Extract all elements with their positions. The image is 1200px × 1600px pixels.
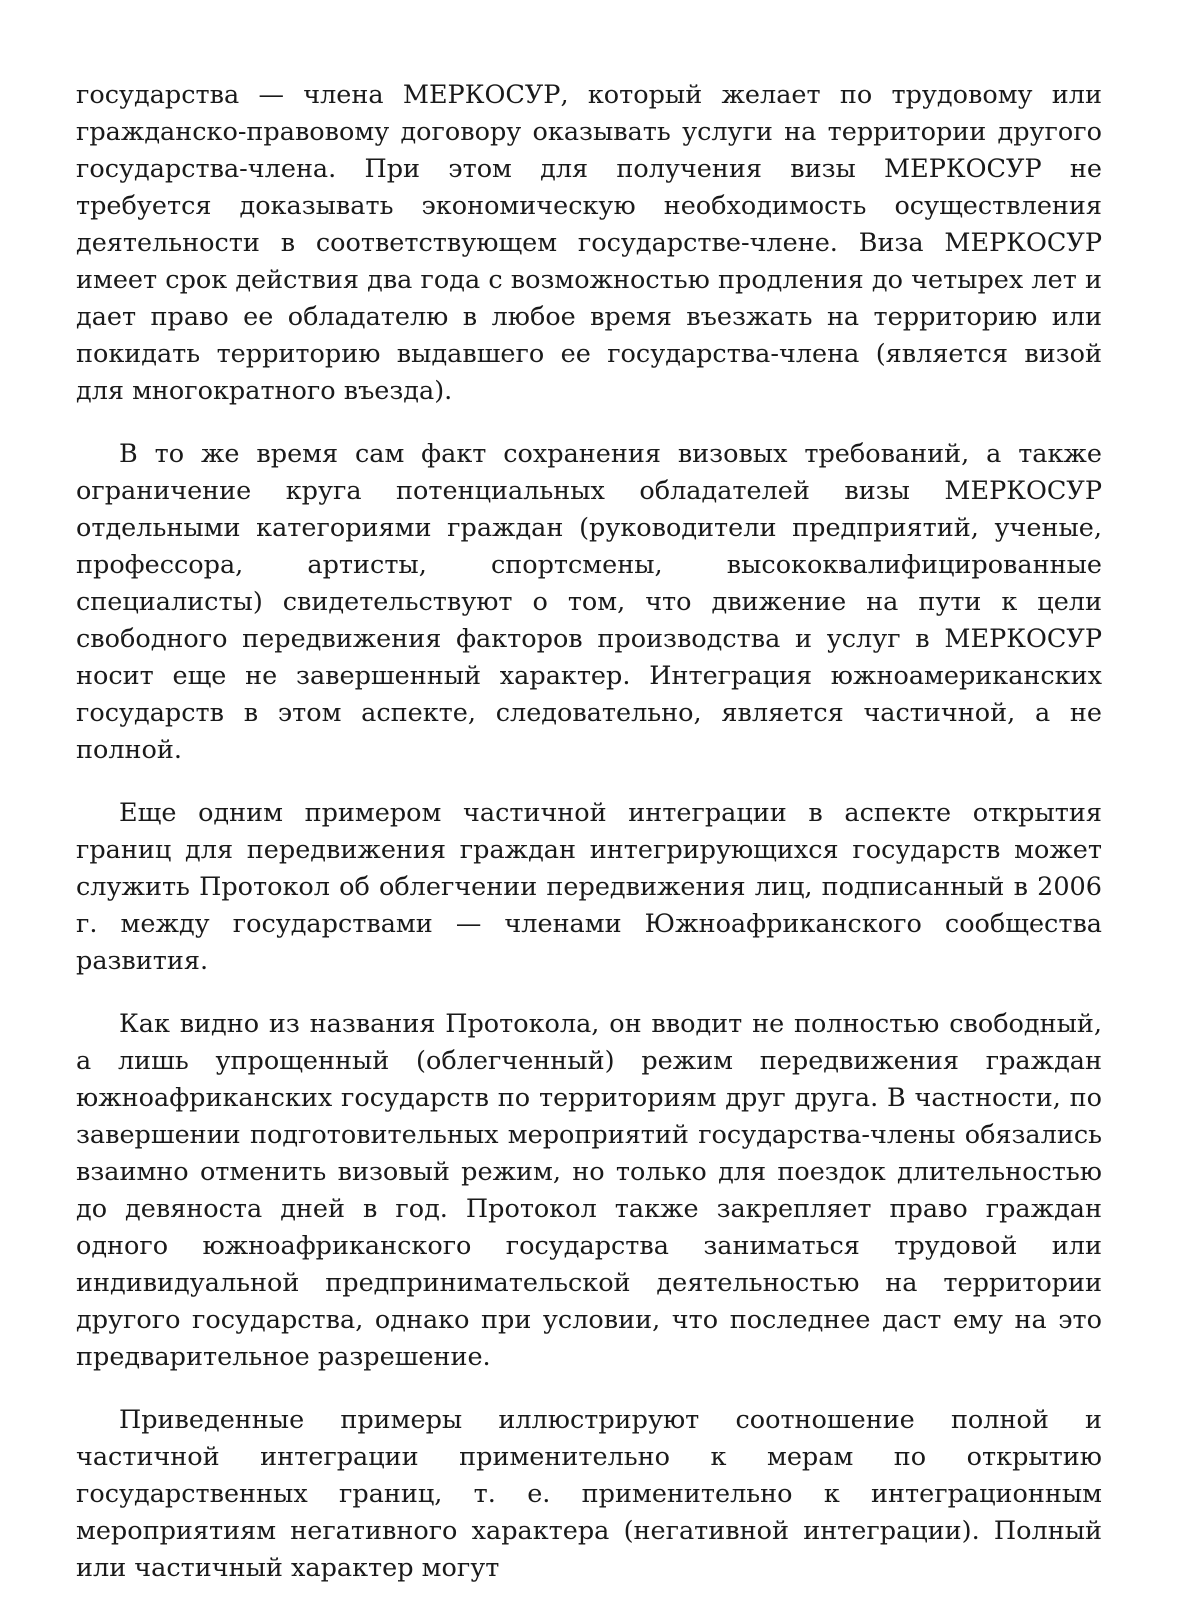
document-page bbox=[76, 77, 1102, 1587]
paragraph: Приведенные примеры иллюстрируют соотношение полной и частичной интеграции применительно к мерам по открытию государственных границ, т. е. применительно к интеграционным мероприятиям негативного характера (негативной интеграции). Полный или частичный характер могут bbox=[76, 1405, 1102, 1583]
paragraph: Еще одним примером частичной интеграции в аспекте открытия границ для передвижения граждан интегрирующихся государств может служить Протокол об облегчении передвижения лиц, подписанный в 2006 г. между государствами — членами Южноафриканского сообщества развития. bbox=[76, 798, 1102, 976]
paragraph: В то же время сам факт сохранения визовых требований, а также ограничение круга потенциальных обладателей визы МЕРКОСУР отдельными категориями граждан (руководители предприятий, ученые, профессора, артисты, спортсмены, высококвалифицированные специалисты) свидетельствуют о том, что движение на пути к цели свободного передвижения факторов производства и услуг в МЕРКОСУР носит еще не завершенный характер. Интеграция южноамериканских государств в этом аспекте, следовательно, является частичной, а не полной. bbox=[76, 439, 1102, 765]
paragraph-continuation: государства — члена МЕРКОСУР, который желает по трудовому или гражданско-правовому договору оказывать услуги на территории другого государства-члена. При этом для получения визы МЕРКОСУР не требуется доказывать экономическую необходимость осуществления деятельности в соответствующем государстве-члене. Виза МЕРКОСУР имеет срок действия два года с возможностью продления до четырех лет и дает право ее обладателю в любое время въезжать на территорию или покидать территорию выдавшего ее государства-члена (является визой для многократного въезда). bbox=[76, 80, 1102, 406]
paragraph: Как видно из названия Протокола, он вводит не полностью свободный, а лишь упрощенный (облегченный) режим передвижения граждан южноафриканских государств по территориям друг друга. В частности, по завершении подготовительных мероприятий государства-члены обязались взаимно отменить визовый режим, но только для поездок длительностью до девяноста дней в год. Протокол также закрепляет право граждан одного южноафриканского государства заниматься трудовой или индивидуальной предпринимательской деятельностью на территории другого государства, однако при условии, что последнее даст ему на это предварительное разрешение. bbox=[76, 1009, 1102, 1372]
